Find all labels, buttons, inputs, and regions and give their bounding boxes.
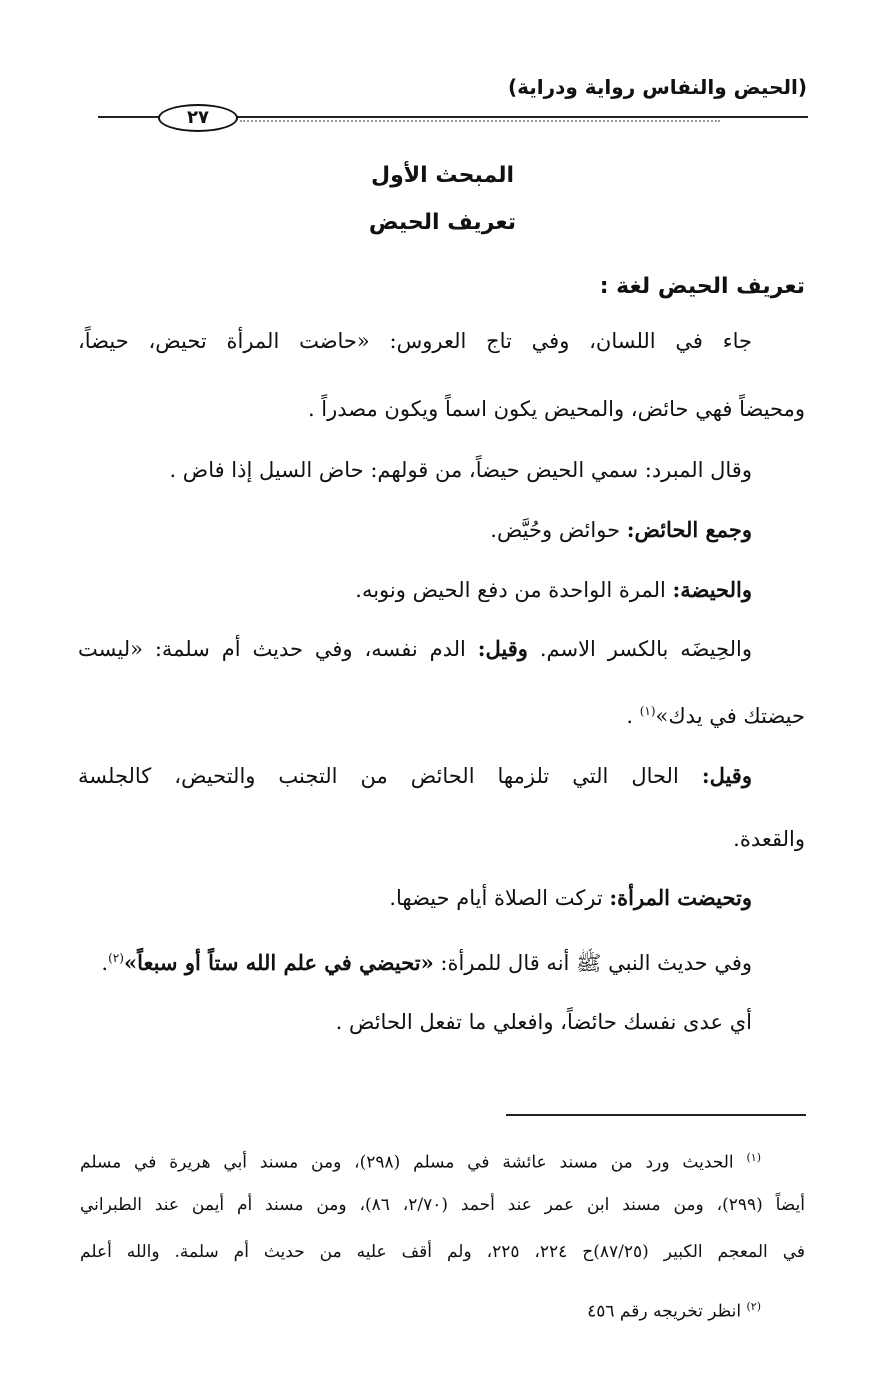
body-text: الحال التي تلزمها الحائض من التجنب والتحيض، كالجلسة <box>78 764 702 788</box>
chapter-title: تعريف الحيض <box>368 210 517 235</box>
footnote-2 <box>587 1292 761 1327</box>
body-line-6 <box>78 631 805 667</box>
body-line-11 <box>101 940 752 981</box>
body-line-9 <box>733 821 805 857</box>
body-text: جاء في اللسان، وفي تاج العروس: «حاضت المرأة تحيض، حيضاً، <box>78 329 752 353</box>
body-text: حيضتك في يدك» <box>655 704 805 728</box>
footnote-1-line-2 <box>80 1190 805 1220</box>
body-text: أي عدى نفسك حائضاً، وافعلي ما تفعل الحائض . <box>335 1010 752 1034</box>
body-text: . <box>101 951 109 975</box>
footnote-ref: (٢) <box>108 951 124 965</box>
body-text: الدم نفسه، وفي حديث أم سلمة: «ليست <box>78 637 478 661</box>
header-rule-ornament <box>240 120 720 122</box>
bold-term: والحيضة: <box>672 577 752 602</box>
body-text: ومحيضاً فهي حائض، والمحيض يكون اسماً ويكون مصدراً . <box>307 397 805 421</box>
footnote-text: الحديث ورد من مسند عائشة في مسلم (٢٩٨)، ومن مسند أبي هريرة في مسلم <box>80 1152 747 1173</box>
body-text: حوائض وحُيَّض. <box>490 518 627 542</box>
footnote-marker: (١) <box>746 1151 761 1164</box>
body-text: . <box>626 704 640 728</box>
footnote-1-line-3 <box>80 1237 805 1267</box>
subheading: تعريف الحيض لغة : <box>599 274 805 299</box>
footnote-text: أيضاً (٢٩٩)، ومن مسند ابن عمر عند أحمد (٢/٧٠، ٨٦)، ومن مسند أم أيمن عند الطبراني <box>80 1195 806 1215</box>
bold-term: وجمع الحائض: <box>626 517 752 542</box>
section-title: المبحث الأول <box>370 163 515 188</box>
body-line-10 <box>389 880 752 916</box>
body-text: المرة الواحدة من دفع الحيض ونوبه. <box>355 578 673 602</box>
body-text: وفي حديث النبي ﷺ أنه قال للمرأة: <box>433 951 752 975</box>
footnote-ref: (١) <box>639 704 656 718</box>
page-number: ٢٧ <box>158 104 238 132</box>
body-text: تركت الصلاة أيام حيضها. <box>389 886 610 910</box>
body-line-1 <box>78 323 805 359</box>
body-line-3 <box>169 452 752 488</box>
running-title: (الحيض والنفاس رواية ودراية) <box>507 75 807 99</box>
body-text: والقعدة. <box>733 827 805 851</box>
body-line-5 <box>355 572 752 608</box>
footnote-rule <box>506 1114 806 1116</box>
footnote-text: انظر تخريجه رقم ٤٥٦ <box>587 1301 747 1322</box>
body-text: والحِيضَه بالكسر الاسم. <box>527 637 752 661</box>
bold-term: وتحيضت المرأة: <box>609 885 752 910</box>
body-line-4 <box>490 512 752 548</box>
footnote-1-line-1 <box>80 1143 805 1178</box>
body-line-7 <box>626 693 805 734</box>
footnote-marker: (٢) <box>746 1300 761 1313</box>
bold-term: وقيل: <box>477 636 528 661</box>
body-line-12 <box>336 1004 752 1040</box>
body-text: وقال المبرد: سمي الحيض حيضاً، من قولهم: حاض السيل إذا فاض . <box>169 458 752 482</box>
body-line-8 <box>78 758 805 794</box>
bold-quote: «تحيضي في علم الله ستاً أو سبعاً» <box>123 950 434 975</box>
bold-term: وقيل: <box>701 763 752 788</box>
body-line-2 <box>308 391 805 427</box>
footnote-text: في المعجم الكبير (٨٧/٢٥)ح ٢٢٤، ٢٢٥، ولم أقف عليه من حديث أم سلمة. والله أعلم <box>80 1242 805 1262</box>
